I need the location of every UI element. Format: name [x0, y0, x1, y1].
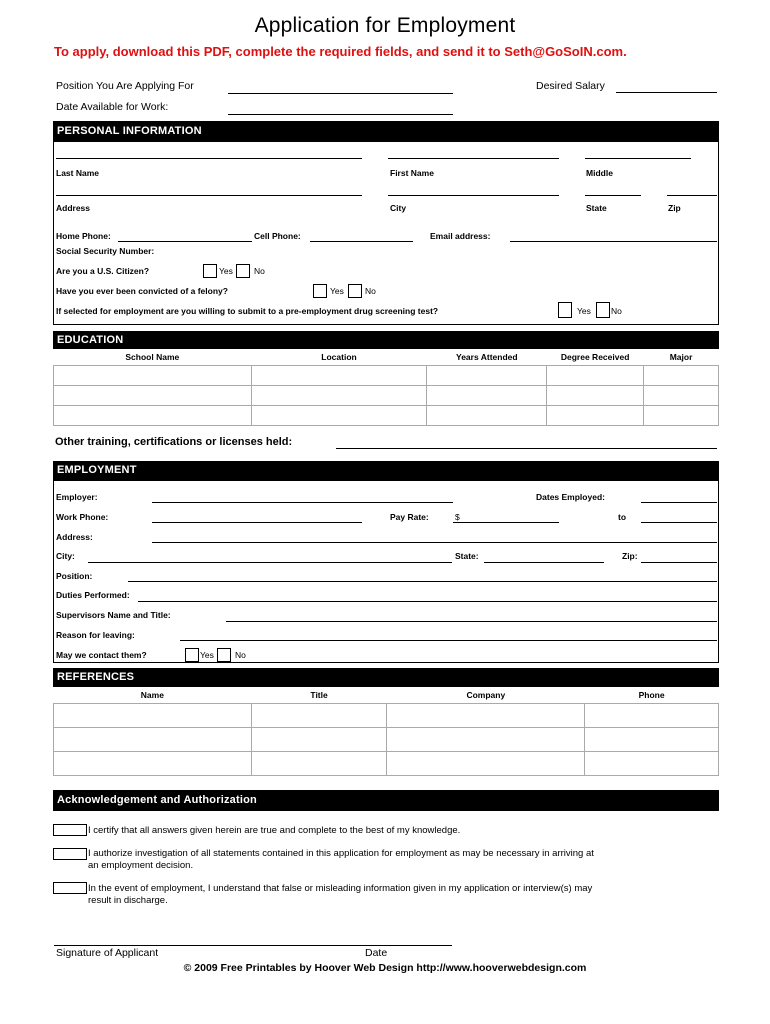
education-table — [53, 349, 719, 426]
work-phone-field[interactable] — [152, 522, 362, 523]
drug-test-question: If selected for employment are you willing to submit to a pre-employment drug screening test? — [56, 306, 439, 316]
ack-discharge-initial-box[interactable] — [53, 882, 87, 894]
date-label: Date — [365, 947, 388, 959]
address-field[interactable] — [56, 195, 362, 196]
state-field[interactable] — [585, 195, 641, 196]
city-field[interactable] — [388, 195, 559, 196]
edu-row — [54, 406, 719, 426]
address-label: Address — [56, 203, 91, 213]
ref-cell[interactable] — [387, 728, 585, 752]
home-phone-label: Home Phone: — [56, 231, 111, 241]
edu-cell[interactable] — [251, 386, 427, 406]
ref-cell[interactable] — [387, 704, 585, 728]
zip-field[interactable] — [667, 195, 717, 196]
contact-yes-checkbox[interactable] — [185, 648, 199, 662]
dates-from-field[interactable] — [641, 502, 717, 503]
felony-question: Have you ever been convicted of a felony? — [56, 286, 228, 296]
middle-field[interactable] — [585, 158, 691, 159]
edu-col-major: Major — [669, 352, 693, 362]
contact-no-checkbox[interactable] — [217, 648, 231, 662]
employer-city-label: City: — [56, 551, 75, 561]
ack-authorize-text-1: I authorize investigation of all statements contained in this application for employment as may be necessary in arriving at — [88, 848, 594, 859]
ref-cell[interactable] — [585, 704, 719, 728]
salary-label: Desired Salary — [536, 80, 605, 92]
first-name-label: First Name — [390, 168, 434, 178]
first-name-field[interactable] — [388, 158, 559, 159]
employer-field[interactable] — [152, 502, 453, 503]
edu-cell[interactable] — [54, 386, 252, 406]
edu-col-location: Location — [321, 352, 357, 362]
date-available-field[interactable] — [228, 114, 453, 115]
edu-cell[interactable] — [644, 366, 719, 386]
ref-cell[interactable] — [54, 728, 252, 752]
home-phone-field[interactable] — [118, 241, 252, 242]
ack-authorize-text-2: an employment decision. — [88, 860, 194, 871]
edu-col-degree: Degree Received — [560, 352, 630, 362]
date-available-label: Date Available for Work: — [56, 101, 169, 113]
ref-cell[interactable] — [585, 728, 719, 752]
ack-authorize-initial-box[interactable] — [53, 848, 87, 860]
edu-col-years: Years Attended — [456, 352, 518, 362]
ref-cell[interactable] — [54, 752, 252, 776]
duties-label: Duties Performed: — [56, 590, 130, 600]
citizen-question: Are you a U.S. Citizen? — [56, 266, 150, 276]
ref-row — [54, 704, 719, 728]
employer-city-field[interactable] — [88, 562, 452, 563]
ref-cell[interactable] — [251, 728, 387, 752]
edu-cell[interactable] — [427, 366, 547, 386]
contact-no-label: No — [235, 650, 246, 660]
ref-row — [54, 752, 719, 776]
citizen-yes-checkbox[interactable] — [203, 264, 217, 278]
employer-address-label: Address: — [56, 532, 93, 542]
cell-phone-field[interactable] — [310, 241, 413, 242]
employer-state-field[interactable] — [484, 562, 604, 563]
felony-no-checkbox[interactable] — [348, 284, 362, 298]
felony-no-label: No — [365, 286, 376, 296]
edu-row — [54, 386, 719, 406]
zip-label: Zip — [668, 203, 681, 213]
edu-cell[interactable] — [54, 366, 252, 386]
supervisor-label: Supervisors Name and Title: — [56, 610, 171, 620]
edu-cell[interactable] — [251, 406, 427, 426]
signature-label: Signature of Applicant — [56, 947, 159, 959]
ssn-label: Social Security Number: — [56, 246, 155, 256]
ref-col-company: Company — [466, 690, 506, 700]
edu-cell[interactable] — [427, 386, 547, 406]
duties-field[interactable] — [138, 601, 717, 602]
contact-yes-label: Yes — [200, 650, 214, 660]
email-label: Email address: — [430, 231, 491, 241]
drug-test-yes-label: Yes — [577, 306, 591, 316]
acknowledgement-heading: Acknowledgement and Authorization — [53, 790, 719, 811]
ref-cell[interactable] — [585, 752, 719, 776]
edu-cell[interactable] — [547, 406, 644, 426]
email-field[interactable] — [510, 241, 717, 242]
supervisor-field[interactable] — [226, 621, 717, 622]
edu-cell[interactable] — [54, 406, 252, 426]
dollar-sign: $ — [455, 512, 460, 522]
edu-cell[interactable] — [644, 386, 719, 406]
employer-address-field[interactable] — [152, 542, 717, 543]
reason-label: Reason for leaving: — [56, 630, 135, 640]
ref-col-name: Name — [140, 690, 164, 700]
state-label: State — [586, 203, 607, 213]
references-heading: REFERENCES — [53, 668, 719, 687]
employer-zip-field[interactable] — [641, 562, 717, 563]
ref-cell[interactable] — [387, 752, 585, 776]
other-training-label: Other training, certifications or licenses held: — [55, 436, 293, 448]
ref-cell[interactable] — [251, 704, 387, 728]
middle-label: Middle — [586, 168, 613, 178]
drug-test-yes-checkbox[interactable] — [558, 302, 572, 318]
pay-rate-label: Pay Rate: — [390, 512, 429, 522]
ack-certify-initial-box[interactable] — [53, 824, 87, 836]
felony-yes-label: Yes — [330, 286, 344, 296]
position-held-field[interactable] — [128, 581, 717, 582]
salary-field[interactable] — [616, 92, 717, 93]
ref-row — [54, 728, 719, 752]
edu-cell[interactable] — [644, 406, 719, 426]
citizen-yes-label: Yes — [219, 266, 233, 276]
edu-row — [54, 366, 719, 386]
last-name-field[interactable] — [56, 158, 362, 159]
dates-to-field[interactable] — [641, 522, 717, 523]
reason-field[interactable] — [180, 640, 717, 641]
citizen-no-label: No — [254, 266, 265, 276]
dates-employed-label: Dates Employed: — [536, 492, 605, 502]
edu-col-school: School Name — [125, 352, 180, 362]
other-training-field[interactable] — [336, 448, 717, 449]
edu-cell[interactable] — [427, 406, 547, 426]
work-phone-label: Work Phone: — [56, 512, 109, 522]
ref-cell[interactable] — [54, 704, 252, 728]
edu-cell[interactable] — [547, 386, 644, 406]
employment-heading: EMPLOYMENT — [53, 461, 719, 480]
ref-col-phone: Phone — [638, 690, 665, 700]
felony-yes-checkbox[interactable] — [313, 284, 327, 298]
drug-test-no-label: No — [611, 306, 622, 316]
footer-credit: © 2009 Free Printables by Hoover Web Design http://www.hooverwebdesign.com — [183, 962, 587, 974]
personal-info-heading: PERSONAL INFORMATION — [53, 121, 719, 142]
citizen-no-checkbox[interactable] — [236, 264, 250, 278]
personal-info-section — [53, 141, 719, 325]
pay-rate-field[interactable] — [453, 522, 559, 523]
employer-label: Employer: — [56, 492, 98, 502]
ack-discharge-text-1: In the event of employment, I understand that false or misleading information given in my application or interview(s) may — [88, 883, 593, 894]
dates-to-label: to — [618, 512, 627, 522]
contact-question: May we contact them? — [56, 650, 147, 660]
ref-col-title: Title — [310, 690, 328, 700]
references-table — [53, 687, 719, 776]
edu-cell[interactable] — [251, 366, 427, 386]
employer-zip-label: Zip: — [622, 551, 638, 561]
form-title: Application for Employment — [254, 14, 516, 37]
education-heading: EDUCATION — [53, 331, 719, 349]
edu-cell[interactable] — [547, 366, 644, 386]
employment-section — [53, 480, 719, 663]
city-label: City — [390, 203, 407, 213]
form-instructions: To apply, download this PDF, complete the required fields, and send it to Seth@GoSoIN.com. — [54, 44, 627, 59]
ack-discharge-text-2: result in discharge. — [88, 895, 168, 906]
position-field[interactable] — [228, 93, 453, 94]
cell-phone-label: Cell Phone: — [254, 231, 301, 241]
signature-line[interactable] — [54, 945, 452, 946]
position-label: Position You Are Applying For — [56, 80, 194, 92]
employer-state-label: State: — [455, 551, 479, 561]
position-held-label: Position: — [56, 571, 93, 581]
ack-certify-text: I certify that all answers given herein are true and complete to the best of my knowledge. — [88, 825, 461, 836]
ref-cell[interactable] — [251, 752, 387, 776]
drug-test-no-checkbox[interactable] — [596, 302, 610, 318]
last-name-label: Last Name — [56, 168, 99, 178]
